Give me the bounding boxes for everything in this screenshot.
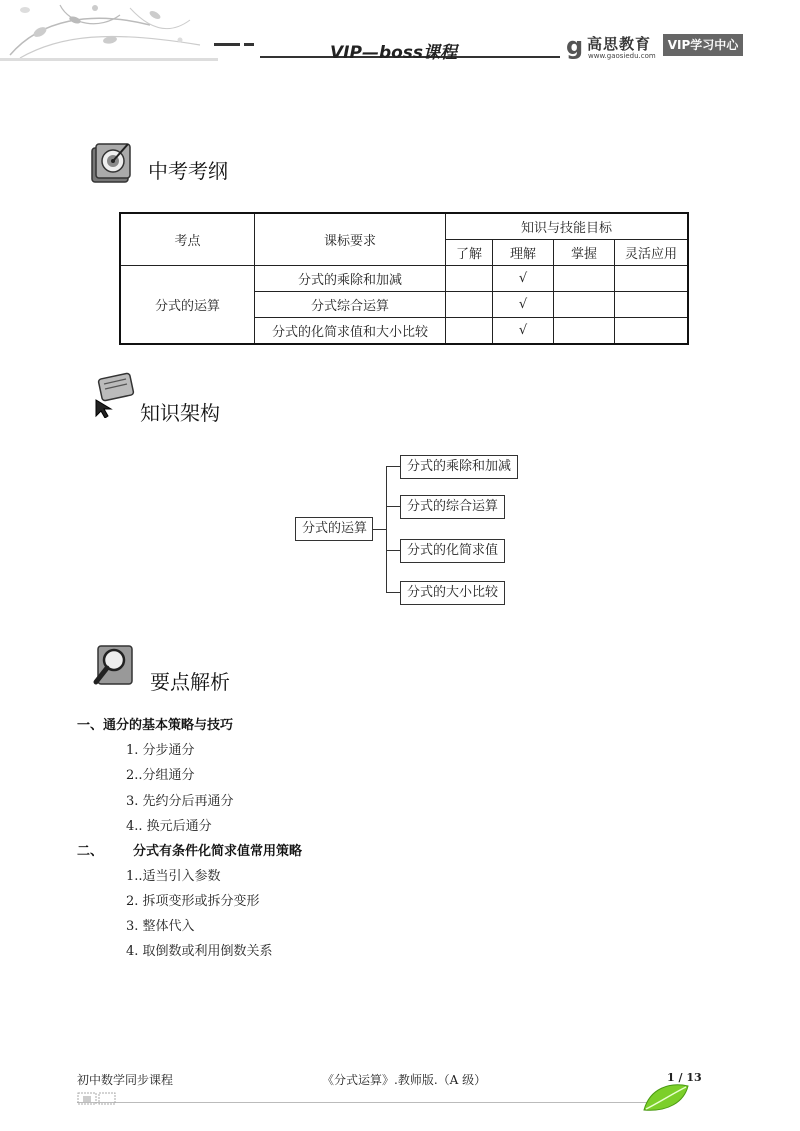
logo-name: 高思教育: [587, 35, 652, 53]
vip-center-badge: VIP学习中心: [663, 34, 743, 56]
mindmap-connector: [386, 466, 387, 592]
header-dash: [244, 43, 254, 46]
level-understand: 了解: [446, 240, 493, 266]
level-master: 掌握: [554, 240, 615, 266]
mindmap-branch: 分式的化简求值: [400, 539, 505, 563]
mindmap-connector: [386, 466, 400, 467]
scroll-pointer-icon: [90, 370, 138, 418]
footer-course: 初中数学同步课程: [77, 1073, 174, 1087]
mindmap-branch: 分式的大小比较: [400, 581, 505, 605]
logo-mark: g: [566, 32, 584, 60]
key-point-item: 4.. 换元后通分: [126, 819, 212, 834]
table-header-topic: 考点: [120, 213, 255, 266]
key-point-item: 2..分组通分: [126, 768, 195, 783]
table-row-requirement: 分式综合运算: [255, 292, 446, 318]
table-row-requirement: 分式的化简求值和大小比较: [255, 318, 446, 345]
mark-cell: [554, 266, 615, 292]
exam-outline-table: [119, 212, 689, 345]
footer-document-title: 《分式运算》.教师版.（A 级）: [322, 1073, 487, 1087]
key-point-heading: 分式有条件化简求值常用策略: [133, 844, 303, 859]
check-mark: √: [493, 318, 554, 345]
mindmap-connector: [386, 506, 400, 507]
section-title-exam-outline: 中考考纲: [148, 159, 228, 183]
table-header-requirement: 课标要求: [255, 213, 446, 266]
check-mark: √: [493, 266, 554, 292]
leaf-icon: [640, 1080, 692, 1114]
mark-cell: [554, 292, 615, 318]
check-mark: √: [493, 292, 554, 318]
mark-cell: [554, 318, 615, 345]
mark-cell: [446, 318, 493, 345]
key-point-heading-number: 二、: [77, 844, 104, 859]
header-dash: [214, 43, 240, 46]
mindmap-connector: [386, 592, 400, 593]
mindmap-connector: [372, 529, 386, 530]
level-apply: 灵活应用: [615, 240, 689, 266]
table-header-goal: 知识与技能目标: [446, 213, 689, 240]
table-topic-cell: 分式的运算: [120, 266, 255, 345]
level-comprehend: 理解: [493, 240, 554, 266]
key-point-heading: 一、通分的基本策略与技巧: [77, 718, 234, 733]
mark-cell: [615, 318, 689, 345]
mark-cell: [446, 292, 493, 318]
key-point-item: 4. 取倒数或利用倒数关系: [126, 944, 273, 959]
key-point-item: 1. 分步通分: [126, 743, 195, 758]
footer-rule: [77, 1102, 677, 1103]
footer-small-logo: [77, 1091, 117, 1107]
header-floral-decoration: [0, 0, 230, 62]
key-point-item: 2. 拆项变形或拆分变形: [126, 894, 260, 909]
page-number: 1 / 13: [667, 1071, 702, 1084]
target-book-icon: [88, 138, 136, 186]
key-point-item: 3. 先约分后再通分: [126, 794, 234, 809]
mindmap-connector: [386, 550, 400, 551]
magnifier-icon: [90, 640, 138, 688]
mindmap-root: 分式的运算: [295, 517, 373, 541]
mark-cell: [446, 266, 493, 292]
section-title-knowledge-structure: 知识架构: [140, 401, 220, 425]
course-title: VIP—boss课程: [330, 43, 458, 63]
mindmap-branch: 分式的综合运算: [400, 495, 505, 519]
table-row-requirement: 分式的乘除和加减: [255, 266, 446, 292]
mindmap-branch: 分式的乘除和加减: [400, 455, 518, 479]
mark-cell: [615, 266, 689, 292]
key-point-item: 3. 整体代入: [126, 919, 195, 934]
mark-cell: [615, 292, 689, 318]
logo-url: www.gaosiedu.com: [588, 52, 656, 60]
key-point-item: 1..适当引入参数: [126, 869, 221, 884]
section-title-key-points: 要点解析: [150, 670, 230, 694]
